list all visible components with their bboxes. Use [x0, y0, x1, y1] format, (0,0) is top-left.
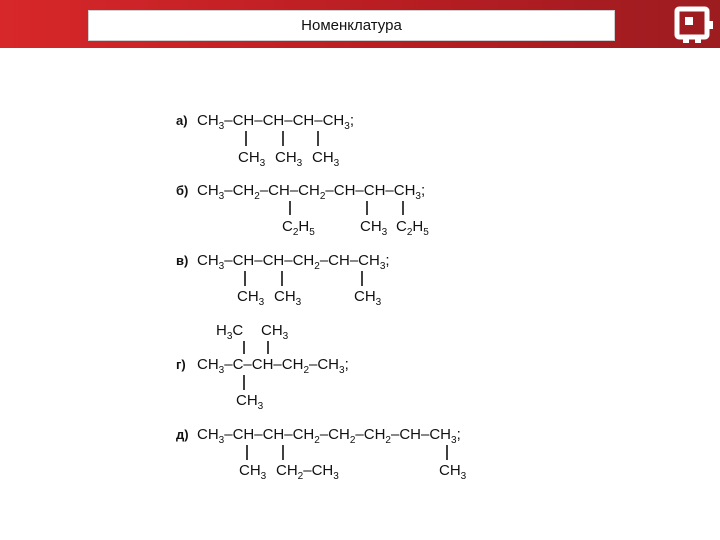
formula-b-branch: $C_2H_5$ [282, 218, 315, 238]
formula-d-branch: $CH_2-CH_3$ [276, 462, 339, 482]
formula-a-label: а) [176, 113, 188, 128]
formula-v [176, 252, 390, 308]
slide-title-text: Номенклатура [301, 17, 402, 34]
formula-a-chain: $CH_3-CH-CH-CH-CH_3$; [197, 112, 354, 132]
formula-d-branch: $CH_3$ [239, 462, 267, 482]
formula-b [176, 182, 429, 238]
formula-a [176, 112, 354, 169]
formula-v-chain: $CH_3-CH-CH-CH_2-CH-CH_3$; [197, 252, 390, 272]
formula-d-branch: $CH_3$ [439, 462, 467, 482]
formula-a-branch: $CH_3$ [238, 149, 266, 169]
formula-v-label: в) [176, 253, 189, 268]
formula-d-chain: $CH_3-CH-CH-CH_2-CH_2-CH_2-CH-CH_3$; [197, 426, 461, 446]
formula-v-branch: $CH_3$ [354, 288, 382, 308]
formula-a-branch: $CH_3$ [275, 149, 303, 169]
formula-v-branch: $CH_3$ [237, 288, 265, 308]
formula-g-branch-top: $CH_3$ [261, 322, 289, 342]
formula-b-label: б) [176, 183, 189, 198]
formula-g [176, 322, 349, 412]
formula-d [176, 426, 467, 482]
formula-a-branch: $CH_3$ [312, 149, 340, 169]
formula-g-label: г) [176, 357, 186, 372]
formula-b-branch: $CH_3$ [360, 218, 388, 238]
formula-d-label: д) [176, 427, 189, 442]
formula-b-chain: $CH_3-CH_2-CH-CH_2-CH-CH-CH_3$; [197, 182, 426, 202]
formula-b-branch: $C_2H_5$ [396, 218, 429, 238]
formula-v-branch: $CH_3$ [274, 288, 302, 308]
formula-g-branch-bottom: $CH_3$ [236, 392, 264, 412]
formula-g-branch-top: $H_3C$ [216, 322, 244, 342]
formula-g-chain: $CH_3-C-CH-CH_2-CH_3$; [197, 356, 349, 376]
